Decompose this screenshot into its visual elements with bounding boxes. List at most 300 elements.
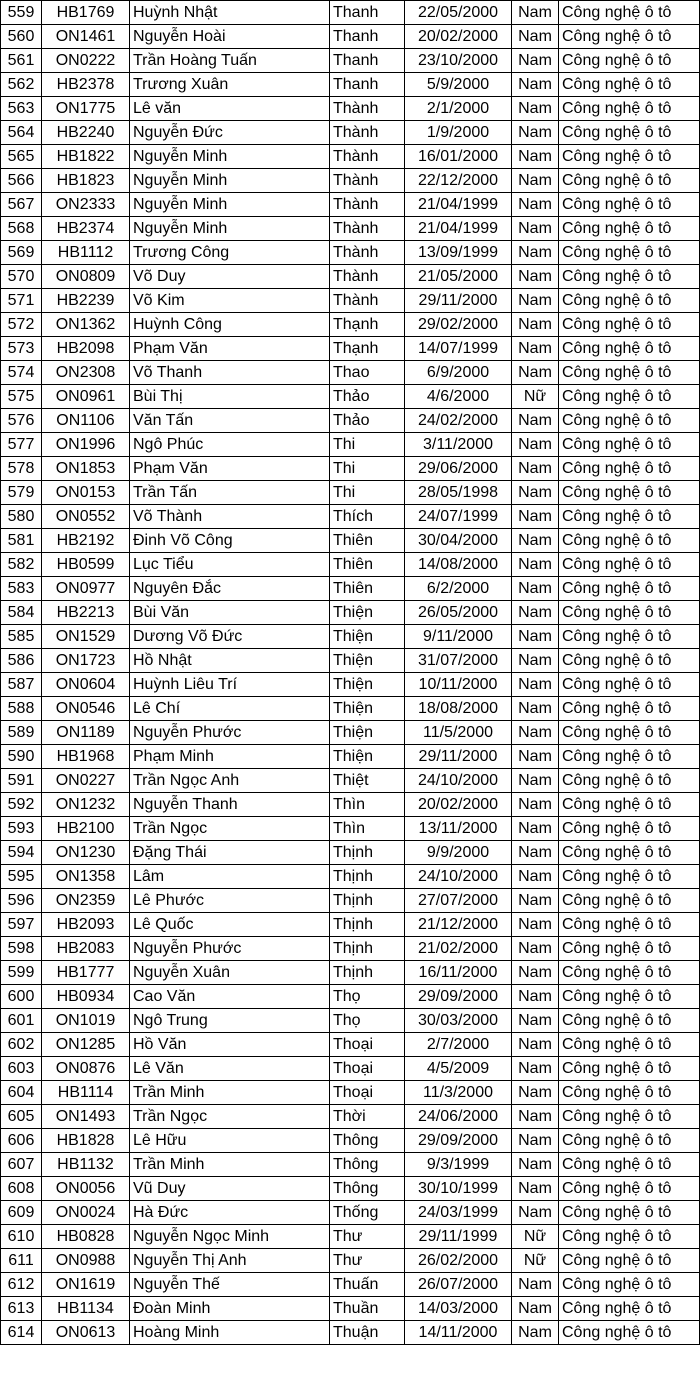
student-code: HB2213: [42, 601, 130, 625]
given-name: Thanh: [330, 25, 405, 49]
gender: Nam: [512, 961, 559, 985]
surname-middle-name: Trần Minh: [130, 1153, 330, 1177]
given-name: Thảo: [330, 409, 405, 433]
surname-middle-name: Trần Hoàng Tuấn: [130, 49, 330, 73]
given-name: Thi: [330, 457, 405, 481]
student-code: HB1769: [42, 1, 130, 25]
gender: Nam: [512, 289, 559, 313]
major: Công nghệ ô tô: [559, 361, 700, 385]
row-number: 595: [1, 865, 42, 889]
row-number: 592: [1, 793, 42, 817]
table-row: [1, 769, 700, 793]
date-of-birth: 30/03/2000: [405, 1009, 512, 1033]
table-row: [1, 457, 700, 481]
given-name: Thiện: [330, 745, 405, 769]
row-number: 612: [1, 1273, 42, 1297]
student-code: HB1132: [42, 1153, 130, 1177]
major: Công nghệ ô tô: [559, 481, 700, 505]
row-number: 559: [1, 1, 42, 25]
given-name: Thịnh: [330, 937, 405, 961]
surname-middle-name: Vũ Duy: [130, 1177, 330, 1201]
table-row: [1, 865, 700, 889]
row-number: 594: [1, 841, 42, 865]
date-of-birth: 16/11/2000: [405, 961, 512, 985]
surname-middle-name: Nguyễn Thị Anh: [130, 1249, 330, 1273]
table-row: [1, 265, 700, 289]
table-row: [1, 121, 700, 145]
gender: Nam: [512, 601, 559, 625]
major: Công nghệ ô tô: [559, 241, 700, 265]
given-name: Thọ: [330, 985, 405, 1009]
gender: Nam: [512, 1057, 559, 1081]
gender: Nam: [512, 481, 559, 505]
gender: Nam: [512, 1033, 559, 1057]
row-number: 562: [1, 73, 42, 97]
table-row: [1, 361, 700, 385]
gender: Nữ: [512, 385, 559, 409]
date-of-birth: 20/02/2000: [405, 793, 512, 817]
gender: Nam: [512, 265, 559, 289]
table-row: [1, 1081, 700, 1105]
given-name: Thìn: [330, 793, 405, 817]
table-row: [1, 937, 700, 961]
given-name: Thông: [330, 1177, 405, 1201]
major: Công nghệ ô tô: [559, 817, 700, 841]
student-code: ON0876: [42, 1057, 130, 1081]
given-name: Thiệt: [330, 769, 405, 793]
major: Công nghệ ô tô: [559, 529, 700, 553]
gender: Nam: [512, 889, 559, 913]
row-number: 606: [1, 1129, 42, 1153]
date-of-birth: 14/08/2000: [405, 553, 512, 577]
surname-middle-name: Hoàng Minh: [130, 1321, 330, 1345]
date-of-birth: 21/02/2000: [405, 937, 512, 961]
given-name: Thiên: [330, 529, 405, 553]
surname-middle-name: Nguyễn Hoài: [130, 25, 330, 49]
major: Công nghệ ô tô: [559, 49, 700, 73]
date-of-birth: 29/09/2000: [405, 985, 512, 1009]
date-of-birth: 23/10/2000: [405, 49, 512, 73]
given-name: Thành: [330, 97, 405, 121]
date-of-birth: 26/02/2000: [405, 1249, 512, 1273]
gender: Nữ: [512, 1249, 559, 1273]
major: Công nghệ ô tô: [559, 217, 700, 241]
student-code: ON0153: [42, 481, 130, 505]
given-name: Thịnh: [330, 865, 405, 889]
student-code: ON0227: [42, 769, 130, 793]
gender: Nam: [512, 505, 559, 529]
given-name: Thiên: [330, 553, 405, 577]
row-number: 613: [1, 1297, 42, 1321]
given-name: Thìn: [330, 817, 405, 841]
given-name: Thi: [330, 481, 405, 505]
major: Công nghệ ô tô: [559, 1201, 700, 1225]
gender: Nam: [512, 529, 559, 553]
date-of-birth: 24/02/2000: [405, 409, 512, 433]
gender: Nam: [512, 769, 559, 793]
table-row: [1, 601, 700, 625]
date-of-birth: 29/06/2000: [405, 457, 512, 481]
surname-middle-name: Đoàn Minh: [130, 1297, 330, 1321]
table-row: [1, 1033, 700, 1057]
date-of-birth: 29/02/2000: [405, 313, 512, 337]
student-code: ON1019: [42, 1009, 130, 1033]
surname-middle-name: Huỳnh Liêu Trí: [130, 673, 330, 697]
student-code: ON1362: [42, 313, 130, 337]
given-name: Thiện: [330, 649, 405, 673]
major: Công nghệ ô tô: [559, 1297, 700, 1321]
gender: Nam: [512, 361, 559, 385]
major: Công nghệ ô tô: [559, 649, 700, 673]
gender: Nam: [512, 121, 559, 145]
row-number: 609: [1, 1201, 42, 1225]
major: Công nghệ ô tô: [559, 1009, 700, 1033]
surname-middle-name: Nguyễn Thanh: [130, 793, 330, 817]
surname-middle-name: Lê Quốc: [130, 913, 330, 937]
date-of-birth: 21/04/1999: [405, 193, 512, 217]
date-of-birth: 30/04/2000: [405, 529, 512, 553]
given-name: Thịnh: [330, 961, 405, 985]
surname-middle-name: Lê Chí: [130, 697, 330, 721]
major: Công nghệ ô tô: [559, 313, 700, 337]
row-number: 593: [1, 817, 42, 841]
given-name: Thư: [330, 1225, 405, 1249]
student-code: HB1828: [42, 1129, 130, 1153]
major: Công nghệ ô tô: [559, 1225, 700, 1249]
surname-middle-name: Phạm Văn: [130, 457, 330, 481]
surname-middle-name: Đinh Võ Công: [130, 529, 330, 553]
student-code: ON2359: [42, 889, 130, 913]
table-row: [1, 961, 700, 985]
row-number: 571: [1, 289, 42, 313]
date-of-birth: 31/07/2000: [405, 649, 512, 673]
gender: Nam: [512, 1, 559, 25]
major: Công nghệ ô tô: [559, 889, 700, 913]
major: Công nghệ ô tô: [559, 625, 700, 649]
gender: Nam: [512, 577, 559, 601]
table-row: [1, 841, 700, 865]
student-code: HB1112: [42, 241, 130, 265]
gender: Nam: [512, 337, 559, 361]
row-number: 608: [1, 1177, 42, 1201]
date-of-birth: 11/3/2000: [405, 1081, 512, 1105]
student-code: ON0546: [42, 697, 130, 721]
given-name: Thông: [330, 1129, 405, 1153]
table-row: [1, 1153, 700, 1177]
gender: Nam: [512, 985, 559, 1009]
gender: Nam: [512, 697, 559, 721]
gender: Nam: [512, 745, 559, 769]
gender: Nam: [512, 217, 559, 241]
major: Công nghệ ô tô: [559, 1057, 700, 1081]
table-row: [1, 217, 700, 241]
row-number: 587: [1, 673, 42, 697]
gender: Nam: [512, 457, 559, 481]
given-name: Thuần: [330, 1297, 405, 1321]
gender: Nam: [512, 1273, 559, 1297]
gender: Nam: [512, 241, 559, 265]
date-of-birth: 1/9/2000: [405, 121, 512, 145]
given-name: Thiện: [330, 673, 405, 697]
student-code: HB1777: [42, 961, 130, 985]
given-name: Thoại: [330, 1081, 405, 1105]
row-number: 563: [1, 97, 42, 121]
table-row: [1, 889, 700, 913]
row-number: 582: [1, 553, 42, 577]
table-row: [1, 1177, 700, 1201]
given-name: Thạnh: [330, 313, 405, 337]
row-number: 566: [1, 169, 42, 193]
table-row: [1, 1009, 700, 1033]
date-of-birth: 24/06/2000: [405, 1105, 512, 1129]
date-of-birth: 4/5/2009: [405, 1057, 512, 1081]
student-code: HB2192: [42, 529, 130, 553]
student-code: HB1968: [42, 745, 130, 769]
surname-middle-name: Nguyễn Phước: [130, 721, 330, 745]
row-number: 610: [1, 1225, 42, 1249]
surname-middle-name: Võ Kim: [130, 289, 330, 313]
surname-middle-name: Trần Ngọc: [130, 1105, 330, 1129]
student-code: HB2374: [42, 217, 130, 241]
student-code: ON1723: [42, 649, 130, 673]
table-row: [1, 1129, 700, 1153]
given-name: Thành: [330, 289, 405, 313]
major: Công nghệ ô tô: [559, 745, 700, 769]
surname-middle-name: Ngô Phúc: [130, 433, 330, 457]
major: Công nghệ ô tô: [559, 1273, 700, 1297]
student-code: HB2098: [42, 337, 130, 361]
row-number: 602: [1, 1033, 42, 1057]
student-code: HB1823: [42, 169, 130, 193]
row-number: 589: [1, 721, 42, 745]
surname-middle-name: Nguyễn Đức: [130, 121, 330, 145]
date-of-birth: 24/10/2000: [405, 865, 512, 889]
major: Công nghệ ô tô: [559, 193, 700, 217]
major: Công nghệ ô tô: [559, 385, 700, 409]
gender: Nam: [512, 25, 559, 49]
row-number: 572: [1, 313, 42, 337]
surname-middle-name: Cao Văn: [130, 985, 330, 1009]
table-row: [1, 1297, 700, 1321]
given-name: Thịnh: [330, 841, 405, 865]
date-of-birth: 13/11/2000: [405, 817, 512, 841]
date-of-birth: 6/9/2000: [405, 361, 512, 385]
gender: Nam: [512, 145, 559, 169]
student-code: ON0809: [42, 265, 130, 289]
major: Công nghệ ô tô: [559, 457, 700, 481]
surname-middle-name: Đặng Thái: [130, 841, 330, 865]
table-row: [1, 1105, 700, 1129]
student-code: ON0613: [42, 1321, 130, 1345]
table-row: [1, 697, 700, 721]
given-name: Thoại: [330, 1057, 405, 1081]
row-number: 596: [1, 889, 42, 913]
surname-middle-name: Trần Tấn: [130, 481, 330, 505]
surname-middle-name: Võ Thanh: [130, 361, 330, 385]
date-of-birth: 30/10/1999: [405, 1177, 512, 1201]
given-name: Thi: [330, 433, 405, 457]
table-row: [1, 433, 700, 457]
student-code: HB0828: [42, 1225, 130, 1249]
gender: Nam: [512, 937, 559, 961]
surname-middle-name: Nguyễn Ngọc Minh: [130, 1225, 330, 1249]
given-name: Thao: [330, 361, 405, 385]
given-name: Thời: [330, 1105, 405, 1129]
major: Công nghệ ô tô: [559, 769, 700, 793]
table-row: [1, 481, 700, 505]
row-number: 597: [1, 913, 42, 937]
gender: Nam: [512, 649, 559, 673]
table-row: [1, 985, 700, 1009]
gender: Nam: [512, 625, 559, 649]
roster-body: [1, 1, 700, 1345]
major: Công nghệ ô tô: [559, 1033, 700, 1057]
surname-middle-name: Bùi Văn: [130, 601, 330, 625]
date-of-birth: 29/11/2000: [405, 289, 512, 313]
surname-middle-name: Nguyễn Phước: [130, 937, 330, 961]
student-code: ON1529: [42, 625, 130, 649]
major: Công nghệ ô tô: [559, 505, 700, 529]
major: Công nghệ ô tô: [559, 865, 700, 889]
date-of-birth: 5/9/2000: [405, 73, 512, 97]
row-number: 590: [1, 745, 42, 769]
row-number: 604: [1, 1081, 42, 1105]
row-number: 583: [1, 577, 42, 601]
row-number: 611: [1, 1249, 42, 1273]
given-name: Thiện: [330, 697, 405, 721]
table-row: [1, 193, 700, 217]
student-code: HB1134: [42, 1297, 130, 1321]
student-code: HB1114: [42, 1081, 130, 1105]
table-row: [1, 505, 700, 529]
major: Công nghệ ô tô: [559, 169, 700, 193]
major: Công nghệ ô tô: [559, 841, 700, 865]
major: Công nghệ ô tô: [559, 1153, 700, 1177]
major: Công nghệ ô tô: [559, 73, 700, 97]
major: Công nghệ ô tô: [559, 265, 700, 289]
surname-middle-name: Nguyễn Thế: [130, 1273, 330, 1297]
surname-middle-name: Lê Văn: [130, 1057, 330, 1081]
date-of-birth: 24/03/1999: [405, 1201, 512, 1225]
table-row: [1, 313, 700, 337]
surname-middle-name: Lê Hữu: [130, 1129, 330, 1153]
surname-middle-name: Trần Ngọc Anh: [130, 769, 330, 793]
table-row: [1, 169, 700, 193]
gender: Nam: [512, 97, 559, 121]
major: Công nghệ ô tô: [559, 1081, 700, 1105]
student-code: ON0056: [42, 1177, 130, 1201]
given-name: Thành: [330, 217, 405, 241]
given-name: Thiện: [330, 721, 405, 745]
gender: Nam: [512, 913, 559, 937]
student-code: ON2308: [42, 361, 130, 385]
student-code: ON1232: [42, 793, 130, 817]
gender: Nam: [512, 169, 559, 193]
surname-middle-name: Trương Xuân: [130, 73, 330, 97]
surname-middle-name: Huỳnh Công: [130, 313, 330, 337]
table-row: [1, 409, 700, 433]
given-name: Thuận: [330, 1321, 405, 1345]
date-of-birth: 28/05/1998: [405, 481, 512, 505]
table-row: [1, 1201, 700, 1225]
given-name: Thống: [330, 1201, 405, 1225]
date-of-birth: 6/2/2000: [405, 577, 512, 601]
date-of-birth: 13/09/1999: [405, 241, 512, 265]
given-name: Thành: [330, 169, 405, 193]
table-row: [1, 73, 700, 97]
date-of-birth: 9/9/2000: [405, 841, 512, 865]
student-code: ON1189: [42, 721, 130, 745]
date-of-birth: 10/11/2000: [405, 673, 512, 697]
gender: Nam: [512, 1081, 559, 1105]
major: Công nghệ ô tô: [559, 409, 700, 433]
gender: Nam: [512, 1177, 559, 1201]
student-code: ON1106: [42, 409, 130, 433]
table-row: [1, 577, 700, 601]
student-code: ON1230: [42, 841, 130, 865]
row-number: 585: [1, 625, 42, 649]
surname-middle-name: Dương Võ Đức: [130, 625, 330, 649]
surname-middle-name: Lục Tiểu: [130, 553, 330, 577]
date-of-birth: 14/03/2000: [405, 1297, 512, 1321]
major: Công nghệ ô tô: [559, 121, 700, 145]
row-number: 591: [1, 769, 42, 793]
given-name: Thích: [330, 505, 405, 529]
surname-middle-name: Nguyễn Minh: [130, 145, 330, 169]
surname-middle-name: Phạm Văn: [130, 337, 330, 361]
table-row: [1, 241, 700, 265]
surname-middle-name: Nguyễn Xuân: [130, 961, 330, 985]
student-code: HB0599: [42, 553, 130, 577]
student-code: HB2083: [42, 937, 130, 961]
table-row: [1, 49, 700, 73]
row-number: 607: [1, 1153, 42, 1177]
surname-middle-name: Nguyễn Minh: [130, 193, 330, 217]
given-name: Thanh: [330, 49, 405, 73]
surname-middle-name: Võ Thành: [130, 505, 330, 529]
major: Công nghệ ô tô: [559, 289, 700, 313]
given-name: Thành: [330, 121, 405, 145]
given-name: Thoại: [330, 1033, 405, 1057]
gender: Nam: [512, 793, 559, 817]
date-of-birth: 29/11/2000: [405, 745, 512, 769]
surname-middle-name: Trần Ngọc: [130, 817, 330, 841]
date-of-birth: 21/12/2000: [405, 913, 512, 937]
student-code: ON1853: [42, 457, 130, 481]
major: Công nghệ ô tô: [559, 673, 700, 697]
surname-middle-name: Huỳnh Nhật: [130, 1, 330, 25]
date-of-birth: 21/05/2000: [405, 265, 512, 289]
row-number: 577: [1, 433, 42, 457]
student-code: ON0222: [42, 49, 130, 73]
date-of-birth: 4/6/2000: [405, 385, 512, 409]
gender: Nam: [512, 433, 559, 457]
table-row: [1, 529, 700, 553]
table-row: [1, 25, 700, 49]
given-name: Thông: [330, 1153, 405, 1177]
student-code: HB2093: [42, 913, 130, 937]
surname-middle-name: Hồ Nhật: [130, 649, 330, 673]
gender: Nam: [512, 865, 559, 889]
major: Công nghệ ô tô: [559, 601, 700, 625]
major: Công nghệ ô tô: [559, 433, 700, 457]
surname-middle-name: Lâm: [130, 865, 330, 889]
row-number: 570: [1, 265, 42, 289]
major: Công nghệ ô tô: [559, 1129, 700, 1153]
row-number: 598: [1, 937, 42, 961]
student-code: HB2378: [42, 73, 130, 97]
row-number: 581: [1, 529, 42, 553]
